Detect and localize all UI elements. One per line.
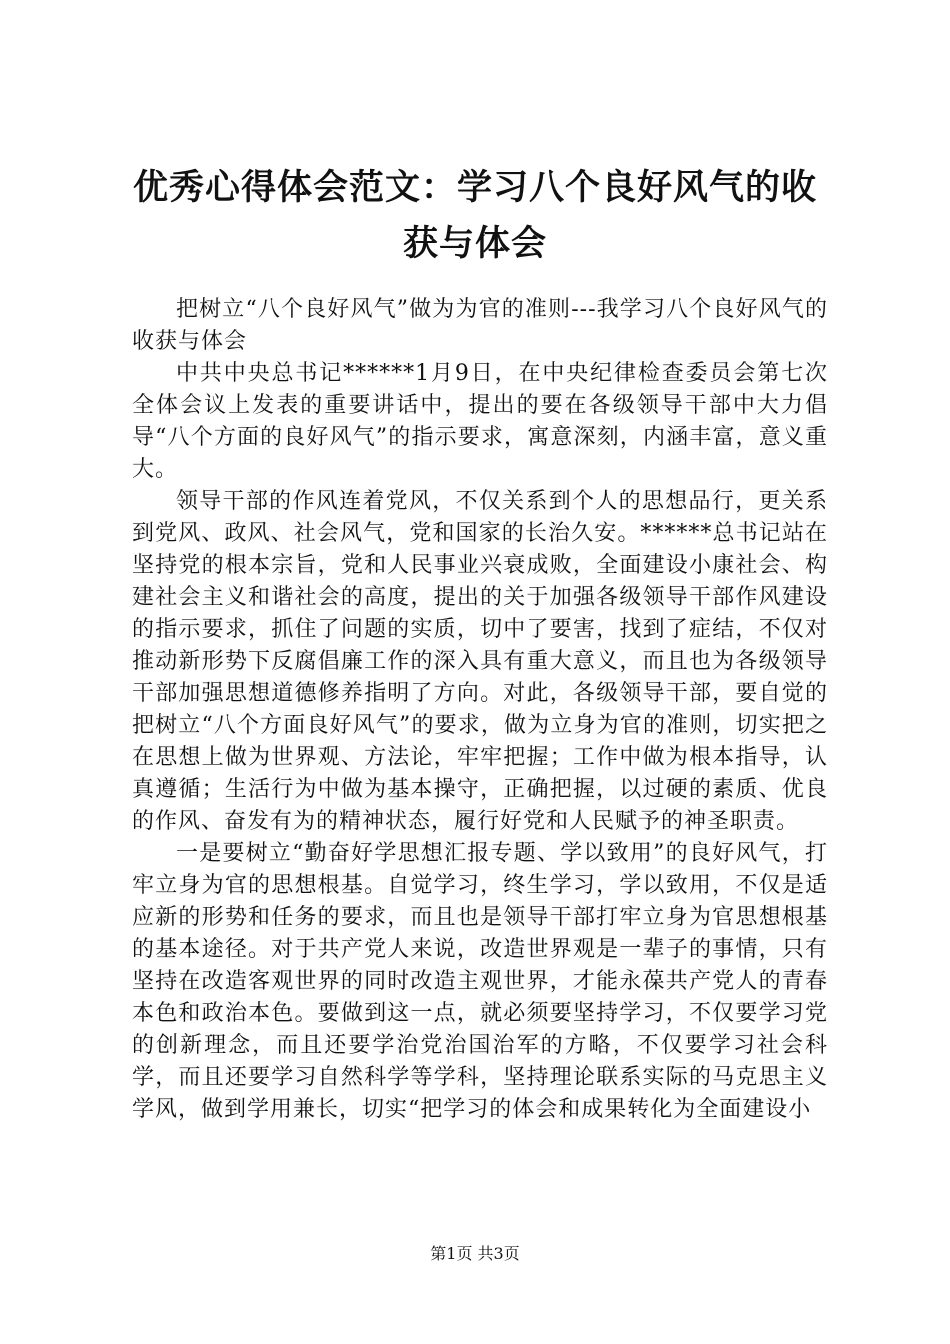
- page-footer: 第1页 共3页: [430, 1244, 520, 1263]
- document-body: [132, 294, 828, 1126]
- paragraph-2: 领导干部的作风连着党风，不仅关系到个人的思想品行，更关系到党风、政风、社会风气，党和国家的长治久安。******总书记站在坚持党的根本宗旨，党和人民事业兴衰成败，全面建设小康社会、构建社会主义和谐社会的高度，提出的关于加强各级领导干部作风建设的指示要求，抓住了问题的实质，切中了要害，找到了症结，不仅对推动新形势下反腐倡廉工作的深入具有重大意义，而且也为各级领导干部加强思想道德修养指明了方向。对此，各级领导干部，要自觉的把树立“八个方面良好风气”的要求，做为立身为官的准则，切实把之在思想上做为世界观、方法论，牢牢把握；工作中做为根本指导，认真遵循；生活行为中做为基本操守，正确把握，以过硬的素质、优良的作风、奋发有为的精神状态，履行好党和人民赋予的神圣职责。: [132, 489, 828, 834]
- paragraph-subtitle: 把树立“八个良好风气”做为为官的准则---我学习八个良好风气的收获与体会: [132, 297, 828, 354]
- document-title: 优秀心得体会范文：学习八个良好风气的收获与体会: [132, 168, 817, 264]
- paragraph-3: 一是要树立“勤奋好学思想汇报专题、学以致用”的良好风气，打牢立身为官的思想根基。自觉学习，终生学习，学以致用，不仅是适应新的形势和任务的要求，而且也是领导干部打牢立身为官思想根基的基本途径。对于共产党人来说，改造世界观是一辈子的事情，只有坚持在改造客观世界的同时改造主观世界，才能永葆共产党人的青春本色和政治本色。要做到这一点，就必须要坚持学习，不仅要学习党的创新理念，而且还要学治党治国治军的方略，不仅要学习社会科学，而且还要学习自然科学等学科，坚持理论联系实际的马克思主义学风，做到学用兼长，切实“把学习的体会和成果转化为全面建设小: [132, 841, 828, 1122]
- paragraph-1: 中共中央总书记******1月9日，在中央纪律检查委员会第七次全体会议上发表的重要讲话中，提出的要在各级领导干部中大力倡导“八个方面的良好风气”的指示要求，寓意深刻，内涵丰富，意义重大。: [132, 361, 828, 482]
